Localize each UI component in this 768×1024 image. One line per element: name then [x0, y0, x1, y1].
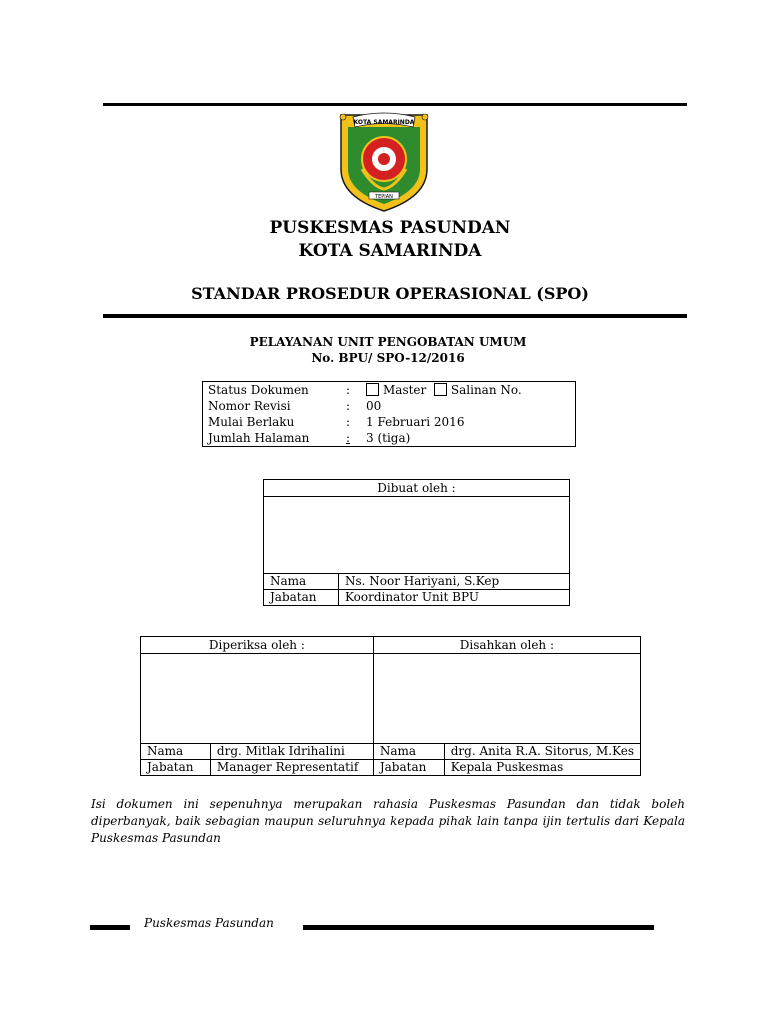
prepared-by-name-label: Nama	[264, 574, 339, 590]
approved-by-position-value: Kepala Puskesmas	[444, 760, 640, 776]
revision-value: 00	[366, 399, 382, 413]
city-title: KOTA SAMARINDA	[298, 241, 482, 261]
logo-banner-text: KOTA SAMARINDA	[353, 119, 415, 126]
checked-by-position-label: Jabatan	[141, 760, 211, 776]
subject-title: PELAYANAN UNIT PENGOBATAN UMUM	[249, 335, 527, 349]
effective-date-value: 1 Februari 2016	[366, 415, 465, 429]
approved-by-signature-area	[373, 654, 640, 744]
table-row	[203, 382, 576, 399]
checked-by-heading: Diperiksa oleh :	[141, 637, 374, 654]
prepared-by-signature-area	[264, 497, 570, 574]
footer-rule-left	[90, 925, 130, 930]
master-checkbox[interactable]	[366, 383, 379, 396]
checked-by-name-value: drg. Mitlak Idrihalini	[210, 744, 373, 760]
checked-by-signature-area	[141, 654, 374, 744]
checked-by-name-label: Nama	[141, 744, 211, 760]
document-status-table	[202, 381, 576, 447]
approved-by-position-label: Jabatan	[373, 760, 444, 776]
prepared-by-name-value: Ns. Noor Hariyani, S.Kep	[339, 574, 570, 590]
copy-checkbox[interactable]	[434, 383, 447, 396]
logo-motto-text: TEPIAN	[375, 194, 393, 200]
page-count-value: 3 (tiga)	[366, 431, 411, 445]
approved-by-name-label: Nama	[373, 744, 444, 760]
table-row	[203, 430, 576, 447]
footer-text: Puskesmas Pasundan	[144, 916, 274, 930]
confidentiality-note: Isi dokumen ini sepenuhnya merupakan rahasia Puskesmas Pasundan dan tidak boleh diperbanyak, baik sebagian maupun seluruhnya kepada pihak lain tanpa ijin tertulis dari Kepala Puskesmas Pasundan	[91, 797, 685, 845]
page-count-label: Jumlah Halaman	[208, 431, 310, 445]
table-row	[141, 760, 641, 776]
prepared-by-table	[263, 479, 570, 606]
table-row	[141, 744, 641, 760]
master-label: Master	[383, 383, 427, 397]
effective-date-sep: :	[346, 415, 351, 429]
prepared-by-position-label: Jabatan	[264, 590, 339, 606]
table-row	[141, 654, 641, 744]
page-count-sep: :	[346, 431, 351, 445]
status-label: Status Dokumen	[208, 383, 309, 397]
prepared-by-position-value: Koordinator Unit BPU	[339, 590, 570, 606]
institution-title: PUSKESMAS PASUNDAN	[269, 218, 511, 238]
table-row	[264, 497, 570, 574]
top-rule	[103, 103, 687, 106]
table-row	[203, 414, 576, 430]
status-options	[361, 382, 576, 399]
table-row	[264, 480, 570, 497]
checked-by-position-value: Manager Representatif	[210, 760, 373, 776]
effective-date-label: Mulai Berlaku	[208, 415, 295, 429]
table-row	[264, 590, 570, 606]
revision-label: Nomor Revisi	[208, 399, 291, 413]
header-rule	[103, 314, 687, 318]
table-row	[264, 574, 570, 590]
approval-table	[140, 636, 641, 776]
footer-rule-right	[303, 925, 654, 930]
table-row	[203, 398, 576, 414]
approved-by-heading: Disahkan oleh :	[373, 637, 640, 654]
approved-by-name-value: drg. Anita R.A. Sitorus, M.Kes	[444, 744, 640, 760]
doc-type-title: STANDAR PROSEDUR OPERASIONAL (SPO)	[191, 284, 589, 303]
status-sep: :	[346, 383, 351, 397]
revision-sep: :	[346, 399, 351, 413]
city-emblem-logo	[333, 109, 435, 213]
subject-number: No. BPU/ SPO-12/2016	[311, 351, 465, 365]
table-row	[141, 637, 641, 654]
copy-label: Salinan No.	[450, 383, 522, 397]
prepared-by-heading: Dibuat oleh :	[264, 480, 570, 497]
